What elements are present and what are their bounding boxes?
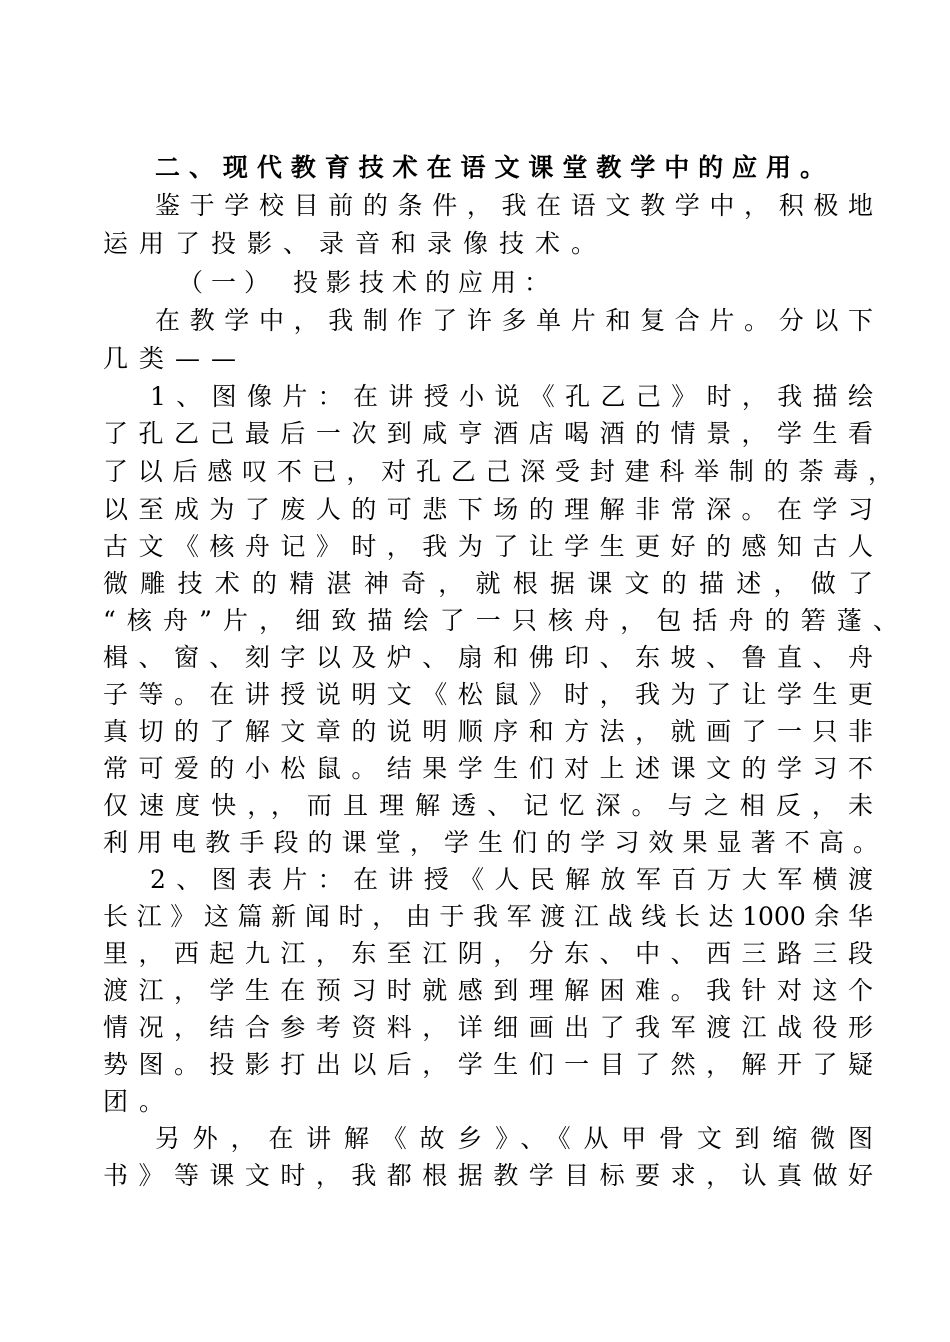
paragraph-line: 微雕技术的精湛神奇，就根据课文的描述，做了: [103, 569, 873, 598]
paragraph-line: 运用了投影、录音和录像技术。: [103, 229, 608, 258]
paragraph-line: 势图。投影打出以后，学生们一目了然，解开了疑: [103, 1050, 873, 1079]
paragraph-line: 常可爱的小松鼠。结果学生们对上述课文的学习不: [103, 754, 873, 783]
paragraph-line: 利用电教手段的课堂，学生们的学习效果显著不高。: [103, 828, 878, 857]
paragraph-line: 1、图像片：在讲授小说《孔乙己》时，我描绘: [150, 382, 873, 411]
paragraph-line: 仅速度快，，而且理解透、记忆深。与之相反，未: [103, 791, 873, 820]
paragraph-line: 鉴于学校目前的条件，我在语文教学中，积极地: [155, 191, 873, 220]
paragraph-line: 书》等课文时，我都根据教学目标要求，认真做好: [103, 1161, 873, 1190]
paragraph-line: 古文《核舟记》时，我为了让学生更好的感知古人: [103, 532, 873, 561]
paragraph-line: 2、图表片：在讲授《人民解放军百万大军横渡: [150, 865, 873, 894]
paragraph-line: 情况，结合参考资料，详细画出了我军渡江战役形: [103, 1013, 873, 1042]
paragraph-line: 几类——: [103, 344, 248, 373]
section-heading: 二、现代教育技术在语文课堂教学中的应用。: [155, 153, 825, 182]
paragraph-line: 在教学中，我制作了许多单片和复合片。分以下: [155, 306, 873, 335]
paragraph-line: 长江》这篇新闻时，由于我军渡江战线长达1000余华: [103, 902, 873, 931]
paragraph-line: 里，西起九江，东至江阴，分东、中、西三路三段: [103, 939, 873, 968]
paragraph-line: 渡江，学生在预习时就感到理解困难。我针对这个: [103, 976, 873, 1005]
paragraph-line: “核舟”片，细致描绘了一只核舟，包括舟的箬蓬、: [103, 606, 898, 635]
paragraph-line: 团。: [103, 1087, 176, 1116]
paragraph-line: 了孔乙己最后一次到咸亨酒店喝酒的情景，学生看: [103, 419, 873, 448]
paragraph-line: 子等。在讲授说明文《松鼠》时，我为了让学生更: [103, 680, 873, 709]
subsection-heading: （一） 投影技术的应用：: [178, 268, 557, 297]
paragraph-line: 了以后感叹不已，对孔乙己深受封建科举制的荼毒，: [103, 457, 893, 486]
paragraph-line: 真切的了解文章的说明顺序和方法，就画了一只非: [103, 717, 873, 746]
paragraph-line: 以至成为了废人的可悲下场的理解非常深。在学习: [103, 495, 873, 524]
paragraph-line: 另外，在讲解《故乡》、《从甲骨文到缩微图: [155, 1124, 873, 1153]
paragraph-line: 楫、窗、刻字以及炉、扇和佛印、东坡、鲁直、舟: [103, 643, 873, 672]
